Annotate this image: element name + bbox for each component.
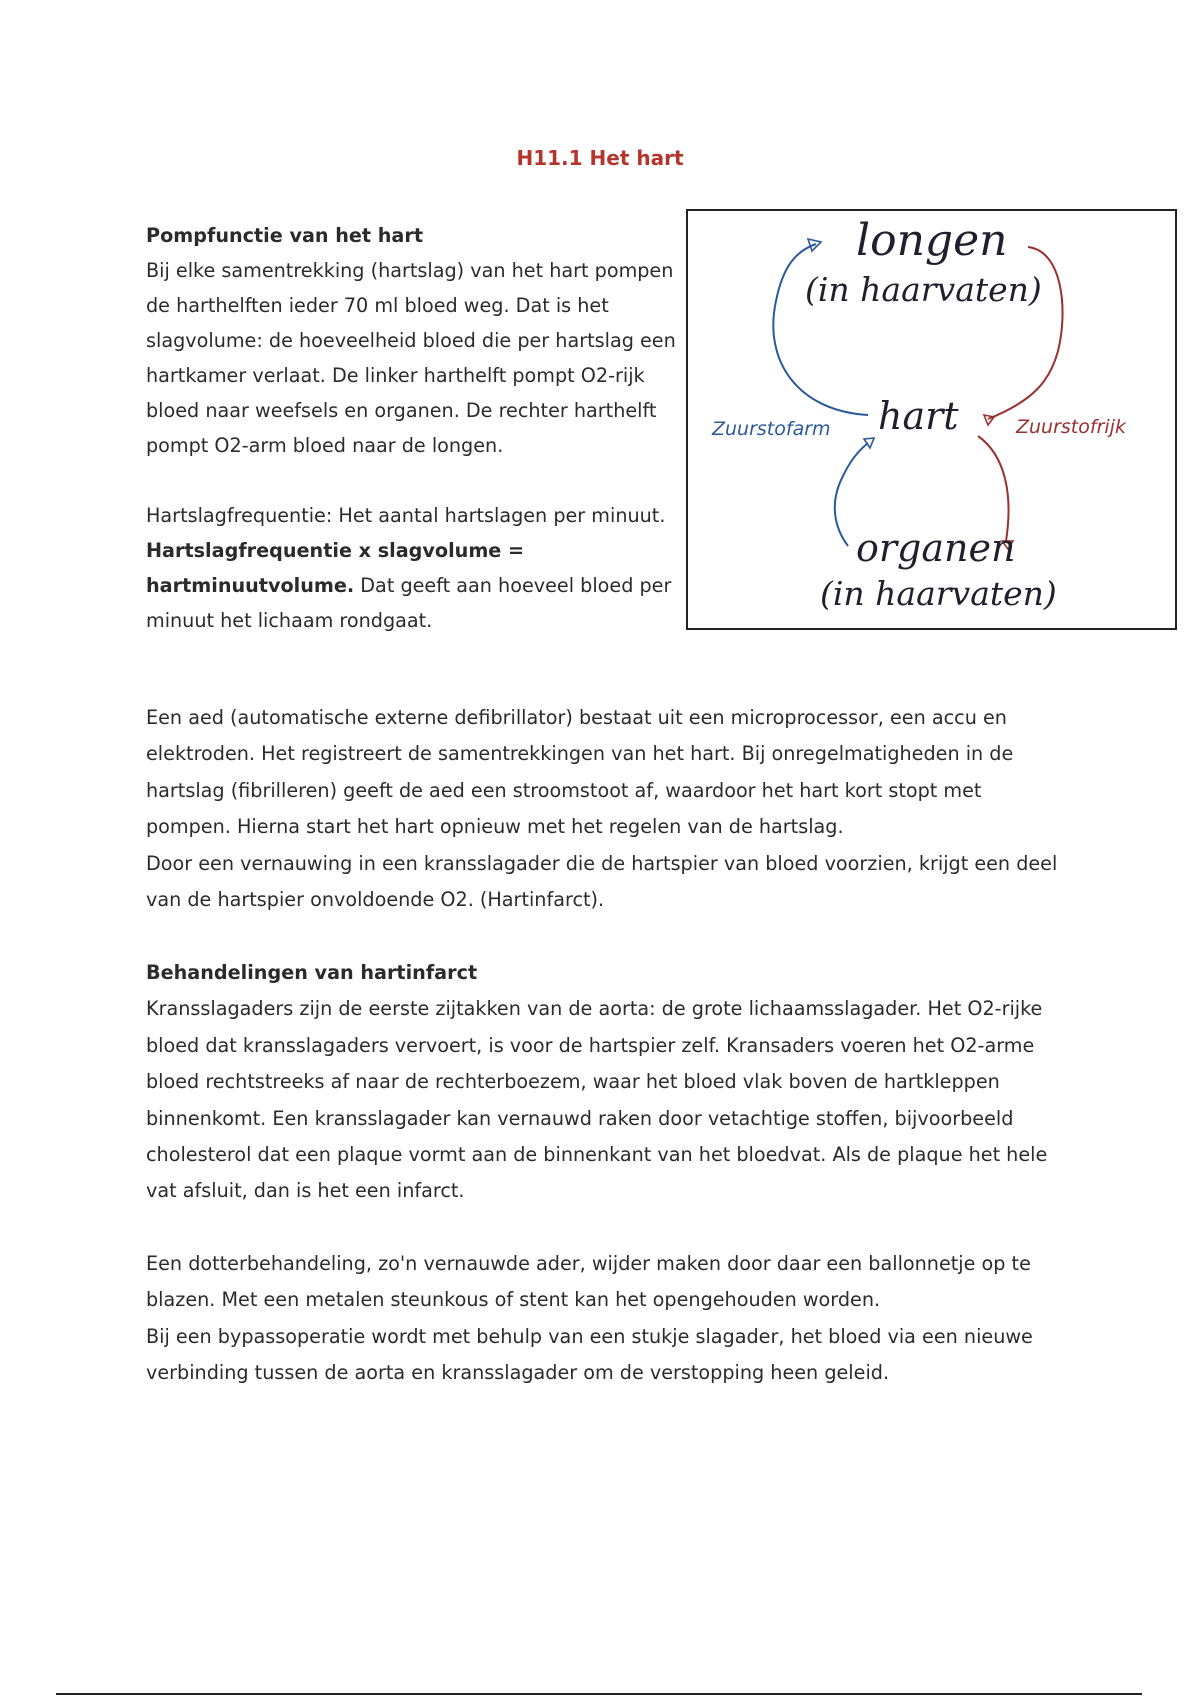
formula-text: Hartslagfrequentie x slagvolume = hartminuutvolume. <box>146 539 525 597</box>
label-longen-sub: (in haarvaten) <box>805 270 1042 309</box>
paragraph: Kransslagaders zijn de eerste zijtakken van de aorta: de grote lichaamsslagader. Het O2-rijke bloed dat kransslagaders vervoert, is voor de hartspier zelf. Kransaders voeren het O2-arme bloed rechtstreeks af naar de rechterboezem, waar het bloed vlak boven de hartkleppen binnenkomt. Een kransslagader kan vernauwd raken door vetachtige stoffen, bijvoorbeeld cholesterol dat een plaque vormt aan de binnenkant van het bloedvat. Als de plaque het hele vat afsluit, dan is het een infarct. <box>146 997 1048 1203</box>
footer-divider <box>56 1693 1142 1695</box>
paragraph-text: Hartslagfrequentie: Het aantal hartslagen per minuut. <box>146 504 666 527</box>
paragraph: Een aed (automatische externe defibrillator) bestaat uit een microprocessor, een accu en elektroden. Het registreert de samentrekkingen van het hart. Bij onregelmatigheden in de hartslag (fibrilleren) geeft de aed een stroomstoot af, waardoor het hart kort stopt met pompen. Hierna start het hart opnieuw met het regelen van de hartslag. <box>146 706 1014 839</box>
label-hart: hart <box>878 394 959 438</box>
section-heading: Pompfunctie van het hart <box>146 224 424 247</box>
label-organen: organen <box>856 526 1016 570</box>
label-zuurstofrijk: Zuurstofrijk <box>1016 416 1126 438</box>
page-title: H11.1 Het hart <box>516 146 684 170</box>
paragraph: Bij elke samentrekking (hartslag) van het hart pompen de harthelften ieder 70 ml bloed weg. Dat is het slagvolume: de hoeveelheid bloed die per hartslag een hartkamer verlaat. De linker harthelft pompt O2-rijk bloed naar weefsels en organen. De rechter harthelft pompt O2-arm bloed naar de longen. <box>146 259 676 457</box>
circulation-drawing <box>688 211 1175 628</box>
paragraph: Bij een bypassoperatie wordt met behulp van een stukje slagader, het bloed via een nieuwe verbinding tussen de aorta en kransslagader om de verstopping heen geleid. <box>146 1324 1033 1385</box>
label-zuurstofarm: Zuurstofarm <box>712 418 831 440</box>
arrowhead-hart <box>984 415 994 425</box>
section-aed <box>146 700 1066 918</box>
paragraph <box>146 498 676 638</box>
arrowhead-from-organen <box>864 438 874 448</box>
label-longen: longen <box>856 215 1008 266</box>
paragraph-text: Dat geeft aan hoeveel bloed per minuut het lichaam rondgaat. <box>146 574 672 632</box>
circulation-diagram <box>686 209 1177 630</box>
paragraph: Door een vernauwing in een kransslagader die de hartspier van bloed voorzien, krijgt een deel van de hartspier onvoldoende O2. (Hartinfarct). <box>146 851 1058 912</box>
paragraph: Een dotterbehandeling, zo'n vernauwde ader, wijder maken door daar een ballonnetje op te blazen. Met een metalen steunkous of stent kan het opengehouden worden. <box>146 1251 1031 1312</box>
section-behandelingen <box>146 955 1066 1391</box>
section-heading: Behandelingen van hartinfarct <box>146 961 478 984</box>
label-organen-sub: (in haarvaten) <box>820 574 1057 613</box>
section-pompfunctie <box>146 218 676 638</box>
